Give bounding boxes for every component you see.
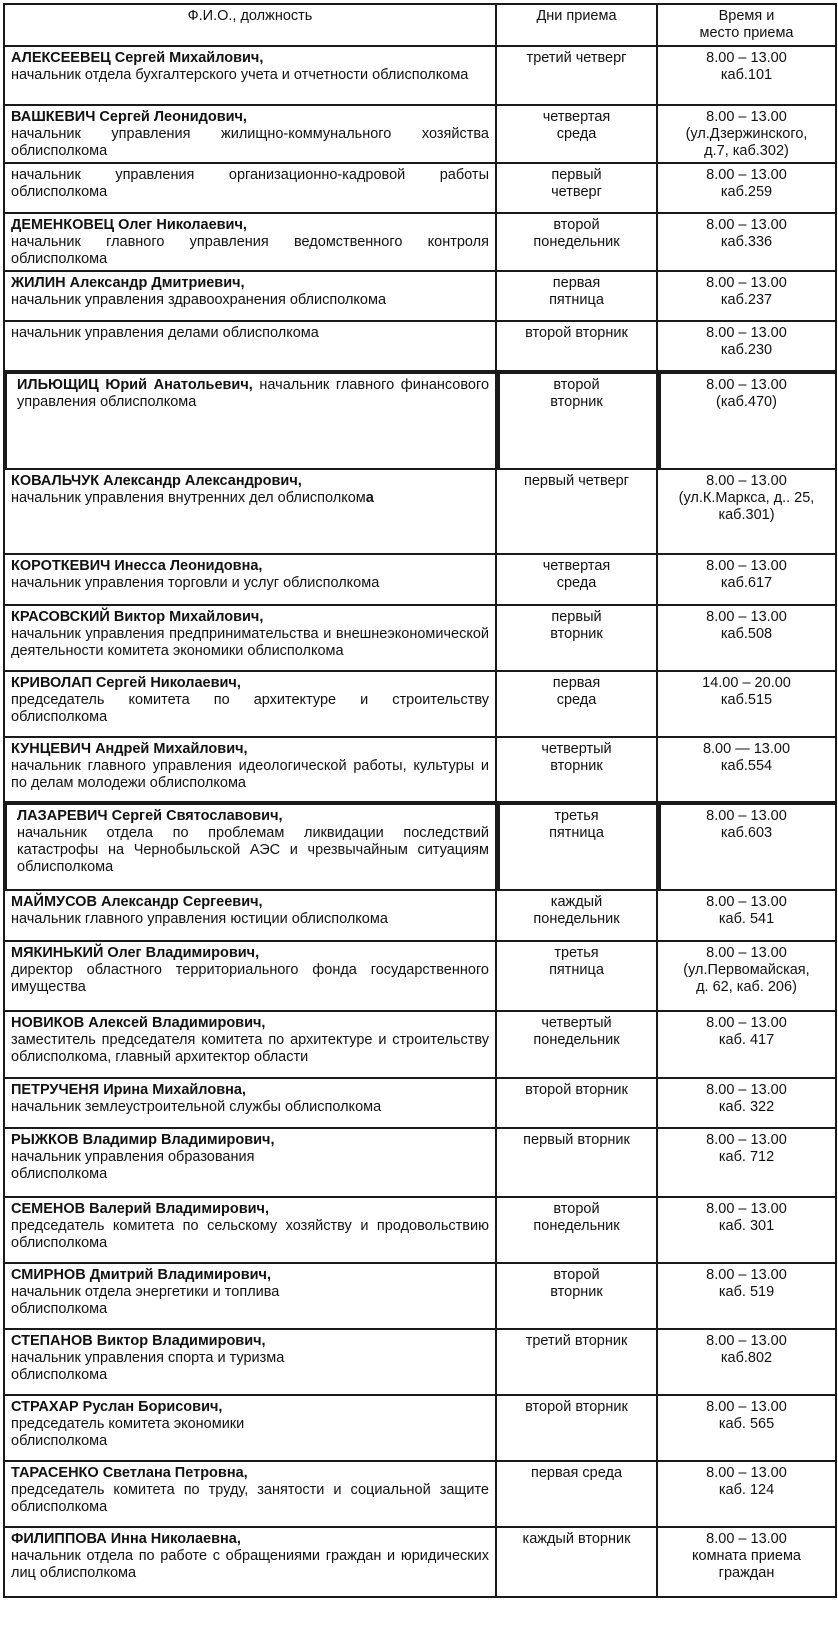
official-cell	[4, 1395, 496, 1461]
header-row	[4, 4, 836, 46]
official-position: начальник главного управления ведомственного контроля облисполкома	[11, 234, 489, 267]
reception-days: четвертый понедельник	[496, 1011, 657, 1078]
official-position: начальник управления делами облисполкома	[11, 325, 319, 341]
official-name: НОВИКОВ Алексей Владимирович,	[11, 1015, 266, 1031]
official-cell	[4, 941, 496, 1011]
table-row	[4, 671, 836, 737]
official-cell	[4, 469, 496, 554]
reception-time-place: 8.00 – 13.00 (ул.К.Маркса, д.. 25, каб.301)	[657, 469, 836, 554]
reception-days: первый четверг	[496, 469, 657, 554]
official-cell	[4, 1197, 496, 1263]
reception-time-place: 8.00 – 13.00 каб. 322	[657, 1078, 836, 1128]
official-name: ТАРАСЕНКО Светлана Петровна,	[11, 1465, 248, 1481]
position-tail: а	[365, 490, 374, 506]
official-cell	[4, 1078, 496, 1128]
reception-time-place: 8.00 – 13.00 каб. 519	[657, 1263, 836, 1329]
official-cell	[4, 271, 496, 321]
reception-time-place: 8.00 – 13.00 каб. 417	[657, 1011, 836, 1078]
reception-schedule	[3, 3, 835, 1598]
reception-time-place: 8.00 – 13.00 каб. 712	[657, 1128, 836, 1197]
official-cell	[4, 1461, 496, 1527]
reception-days: первая среда	[496, 671, 657, 737]
official-cell	[4, 1527, 496, 1597]
reception-days: второй вторник	[496, 372, 657, 469]
official-position: начальник управления жилищно-коммунального хозяйства облисполкома	[11, 126, 489, 159]
official-cell	[4, 554, 496, 605]
reception-days: третья пятница	[496, 803, 657, 890]
header-name	[4, 4, 496, 46]
official-position: начальник управления образования облисполкома	[11, 1149, 255, 1182]
official-cell	[4, 1329, 496, 1395]
reception-time-place: 14.00 – 20.00 каб.515	[657, 671, 836, 737]
reception-days: каждый вторник	[496, 1527, 657, 1597]
table-row	[4, 1461, 836, 1527]
reception-days: второй вторник	[496, 1263, 657, 1329]
header-days	[496, 4, 657, 46]
reception-time-place: 8.00 – 13.00 каб.603	[657, 803, 836, 890]
official-name: МАЙМУСОВ Александр Сергеевич,	[11, 894, 263, 910]
official-name: ПЕТРУЧЕНЯ Ирина Михайловна,	[11, 1082, 246, 1098]
official-position: начальник управления спорта и туризма облисполкома	[11, 1350, 285, 1383]
reception-days: третий четверг	[496, 46, 657, 105]
reception-time-place: 8.00 – 13.00 каб.230	[657, 321, 836, 372]
table-row	[4, 1329, 836, 1395]
reception-days: первая пятница	[496, 271, 657, 321]
reception-days: первый вторник	[496, 605, 657, 671]
official-cell	[4, 1128, 496, 1197]
official-position: начальник управления предпринимательства и внешнеэкономической деятельности комитета экономики облисполкома	[11, 626, 489, 659]
official-cell	[4, 1011, 496, 1078]
header-time	[657, 4, 836, 46]
official-name: СЕМЕНОВ Валерий Владимирович,	[11, 1201, 269, 1217]
reception-days: второй понедельник	[496, 213, 657, 271]
reception-time-place: 8.00 – 13.00 (ул.Дзержинского, д.7, каб.302)	[657, 105, 836, 163]
official-position: начальник главного управления юстиции облисполкома	[11, 911, 388, 927]
reception-days: второй вторник	[496, 1078, 657, 1128]
table-row	[4, 163, 836, 213]
official-name: РЫЖКОВ Владимир Владимирович,	[11, 1132, 275, 1148]
official-position: заместитель председателя комитета по архитектуре и строительству облисполкома, главный архитектор области	[11, 1032, 489, 1065]
table-row	[4, 213, 836, 271]
reception-time-place: 8.00 – 13.00 каб.101	[657, 46, 836, 105]
reception-time-place: 8.00 – 13.00 каб.508	[657, 605, 836, 671]
official-cell	[4, 46, 496, 105]
official-position: председатель комитета экономики облисполкома	[11, 1416, 245, 1449]
table-row	[4, 1128, 836, 1197]
table-row	[4, 105, 836, 163]
reception-days: первая среда	[496, 1461, 657, 1527]
official-position: начальник отдела бухгалтерского учета и отчетности облисполкома	[11, 67, 469, 83]
reception-time-place: 8.00 – 13.00 (ул.Первомайская, д. 62, каб. 206)	[657, 941, 836, 1011]
reception-time-place: 8.00 — 13.00 каб.554	[657, 737, 836, 803]
official-name: КРИВОЛАП Сергей Николаевич,	[11, 675, 241, 691]
official-name: ДЕМЕНКОВЕЦ Олег Николаевич,	[11, 217, 247, 233]
official-position: начальник отдела по работе с обращениями граждан и юридических лиц облисполкома	[11, 1548, 489, 1581]
official-name: ВАШКЕВИЧ Сергей Леонидович,	[11, 109, 247, 125]
official-name: СТРАХАР Руслан Борисович,	[11, 1399, 223, 1415]
reception-time-place: 8.00 – 13.00 каб. 124	[657, 1461, 836, 1527]
table-row	[4, 890, 836, 941]
table-row	[4, 1197, 836, 1263]
reception-days: четвертый вторник	[496, 737, 657, 803]
official-position: начальник главного управления идеологической работы, культуры и по делам молодежи облисполкома	[11, 758, 489, 791]
table-row	[4, 46, 836, 105]
official-cell	[4, 321, 496, 372]
official-name: СМИРНОВ Дмитрий Владимирович,	[11, 1267, 271, 1283]
official-name: КУНЦЕВИЧ Андрей Михайлович,	[11, 741, 248, 757]
reception-days: второй понедельник	[496, 1197, 657, 1263]
official-cell	[4, 605, 496, 671]
official-position: начальник отдела по проблемам ликвидации последствий катастрофы на Чернобыльской АЭС и чрезвычайным ситуациям облисполкома	[17, 825, 489, 875]
header-days-text: Дни приема	[536, 8, 617, 24]
table-row	[4, 803, 836, 890]
official-position: начальник управления торговли и услуг облисполкома	[11, 575, 380, 591]
table-row	[4, 1011, 836, 1078]
table-row	[4, 1263, 836, 1329]
official-position: председатель комитета по труду, занятости и социальной защите облисполкома	[11, 1482, 489, 1515]
schedule-body	[4, 46, 836, 1597]
reception-time-place: 8.00 – 13.00 каб. 541	[657, 890, 836, 941]
table-row	[4, 271, 836, 321]
official-cell	[4, 372, 496, 469]
reception-days: второй вторник	[496, 1395, 657, 1461]
reception-time-place: 8.00 – 13.00 каб.802	[657, 1329, 836, 1395]
reception-days: третий вторник	[496, 1329, 657, 1395]
table-row	[4, 321, 836, 372]
official-cell	[4, 105, 496, 163]
official-name: КРАСОВСКИЙ Виктор Михайлович,	[11, 609, 264, 625]
table-row	[4, 1078, 836, 1128]
official-name: ИЛЬЮЩИЦ Юрий Анатольевич,	[17, 377, 253, 393]
header-name-text: Ф.И.О., должность	[187, 8, 313, 24]
reception-time-place: 8.00 – 13.00 каб. 301	[657, 1197, 836, 1263]
official-position: директор областного территориального фонда государственного имущества	[11, 962, 489, 995]
table-row	[4, 941, 836, 1011]
reception-days: четвертая среда	[496, 554, 657, 605]
official-name: КОРОТКЕВИЧ Инесса Леонидовна,	[11, 558, 263, 574]
table-row	[4, 737, 836, 803]
schedule-table	[3, 3, 837, 1598]
official-position: председатель комитета по архитектуре и строительству облисполкома	[11, 692, 489, 725]
reception-time-place: 8.00 – 13.00 комната приема граждан	[657, 1527, 836, 1597]
reception-days: третья пятница	[496, 941, 657, 1011]
table-row	[4, 469, 836, 554]
table-row	[4, 554, 836, 605]
reception-days: каждый понедельник	[496, 890, 657, 941]
reception-time-place: 8.00 – 13.00 каб. 565	[657, 1395, 836, 1461]
reception-time-place: 8.00 – 13.00 каб.259	[657, 163, 836, 213]
reception-days: второй вторник	[496, 321, 657, 372]
reception-days: четвертая среда	[496, 105, 657, 163]
table-row	[4, 1395, 836, 1461]
table-row	[4, 372, 836, 469]
official-position: председатель комитета по сельскому хозяйству и продовольствию облисполкома	[11, 1218, 489, 1251]
official-name: ЛАЗАРЕВИЧ Сергей Святославович,	[17, 808, 283, 824]
official-cell	[4, 737, 496, 803]
official-name: АЛЕКСЕЕВЕЦ Сергей Михайлович,	[11, 50, 264, 66]
official-cell	[4, 163, 496, 213]
reception-time-place: 8.00 – 13.00 каб.336	[657, 213, 836, 271]
official-position: начальник землеустроительной службы облисполкома	[11, 1099, 382, 1115]
official-cell	[4, 671, 496, 737]
reception-time-place: 8.00 – 13.00 каб.237	[657, 271, 836, 321]
official-position: начальник отдела энергетики и топлива облисполкома	[11, 1284, 280, 1317]
official-position: начальник управления внутренних дел облисполком	[11, 490, 366, 506]
official-position: начальник главного финансового управления облисполкома	[17, 377, 490, 410]
official-name: СТЕПАНОВ Виктор Владимирович,	[11, 1333, 266, 1349]
official-name: ЖИЛИН Александр Дмитриевич,	[11, 275, 245, 291]
reception-days: первый четверг	[496, 163, 657, 213]
table-row	[4, 1527, 836, 1597]
table-row	[4, 605, 836, 671]
official-position: начальник управления организационно-кадровой работы облисполкома	[11, 167, 489, 200]
official-name: КОВАЛЬЧУК Александр Александрович,	[11, 473, 302, 489]
header-time-text: Время и место приема	[699, 8, 794, 41]
reception-time-place: 8.00 – 13.00 (каб.470)	[657, 372, 836, 469]
official-cell	[4, 1263, 496, 1329]
reception-days: первый вторник	[496, 1128, 657, 1197]
official-position: начальник управления здравоохранения облисполкома	[11, 292, 387, 308]
official-cell	[4, 803, 496, 890]
official-name: МЯКИНЬКИЙ Олег Владимирович,	[11, 945, 260, 961]
official-cell	[4, 213, 496, 271]
official-cell	[4, 890, 496, 941]
official-name: ФИЛИППОВА Инна Николаевна,	[11, 1531, 241, 1547]
reception-time-place: 8.00 – 13.00 каб.617	[657, 554, 836, 605]
